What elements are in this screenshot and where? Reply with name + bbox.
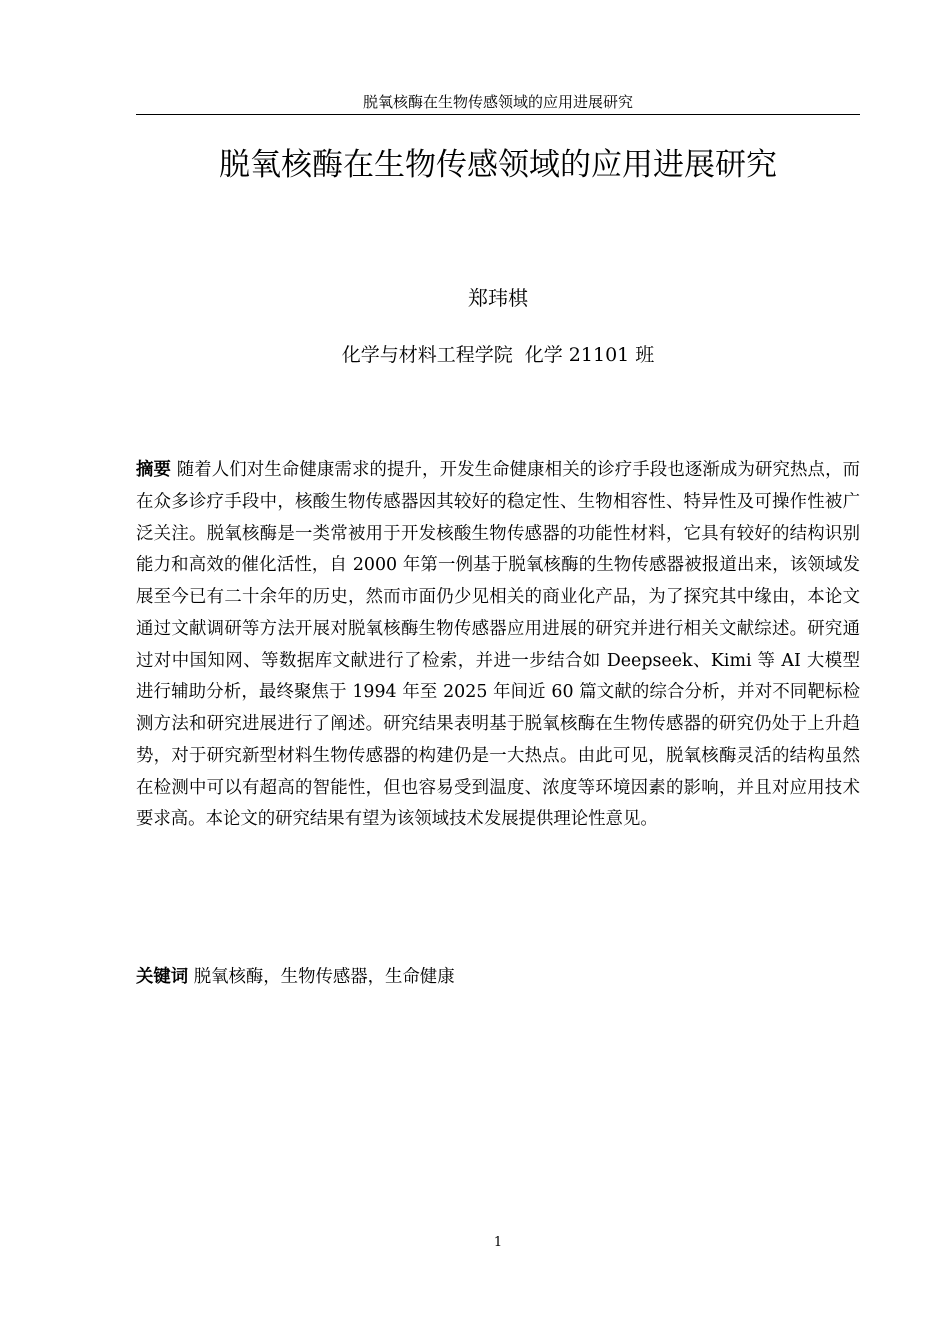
keywords-label: 关键词	[136, 967, 189, 987]
abstract-text: 随着人们对生命健康需求的提升，开发生命健康相关的诊疗手段也逐渐成为研究热点，而在众多诊疗手段中，核酸生物传感器因其较好的稳定性、生物相容性、特异性及可操作性被广泛关注。脱氧核酶是一类常被用于开发核酸生物传感器的功能性材料，它具有较好的结构识别能力和高效的催化活性，自 2000 年第一例基于脱氧核酶的生物传感器被报道出来，该领域发展至今已有二十余年的历史，然而市面仍少见相关的商业化产品，为了探究其中缘由，本论文通过文献调研等方法开展对脱氧核酶生物传感器应用进展的研究并进行相关文献综述。研究通过对中国知网、等数据库文献进行了检索，并进一步结合如 Deepseek、Kimi 等 AI 大模型进行辅助分析，最终聚焦于 1994 年至 2025 年间近 60 篇文献的综合分析，并对不同靶标检测方法和研究进展进行了阐述。研究结果表明基于脱氧核酶在生物传感器的研究仍处于上升趋势，对于研究新型材料生物传感器的构建仍是一大热点。由此可见，脱氧核酶灵活的结构虽然在检测中可以有超高的智能性，但也容易受到温度、浓度等环境因素的影响，并且对应用技术要求高。本论文的研究结果有望为该领域技术发展提供理论性意见。	[136, 460, 860, 830]
running-header: 脱氧核酶在生物传感领域的应用进展研究	[362, 93, 633, 111]
keywords	[136, 962, 860, 993]
abstract-label: 摘要	[136, 460, 172, 480]
header-rule	[136, 114, 860, 115]
author-name: 郑玮棋	[468, 286, 528, 310]
keywords-text: 脱氧核酶，生物传感器，生命健康	[193, 967, 455, 987]
paper-title: 脱氧核酶在生物传感领域的应用进展研究	[219, 147, 777, 183]
abstract	[136, 455, 860, 836]
page-number: 1	[493, 1235, 503, 1250]
author-affiliation: 化学与材料工程学院 化学 21101 班	[341, 344, 655, 366]
